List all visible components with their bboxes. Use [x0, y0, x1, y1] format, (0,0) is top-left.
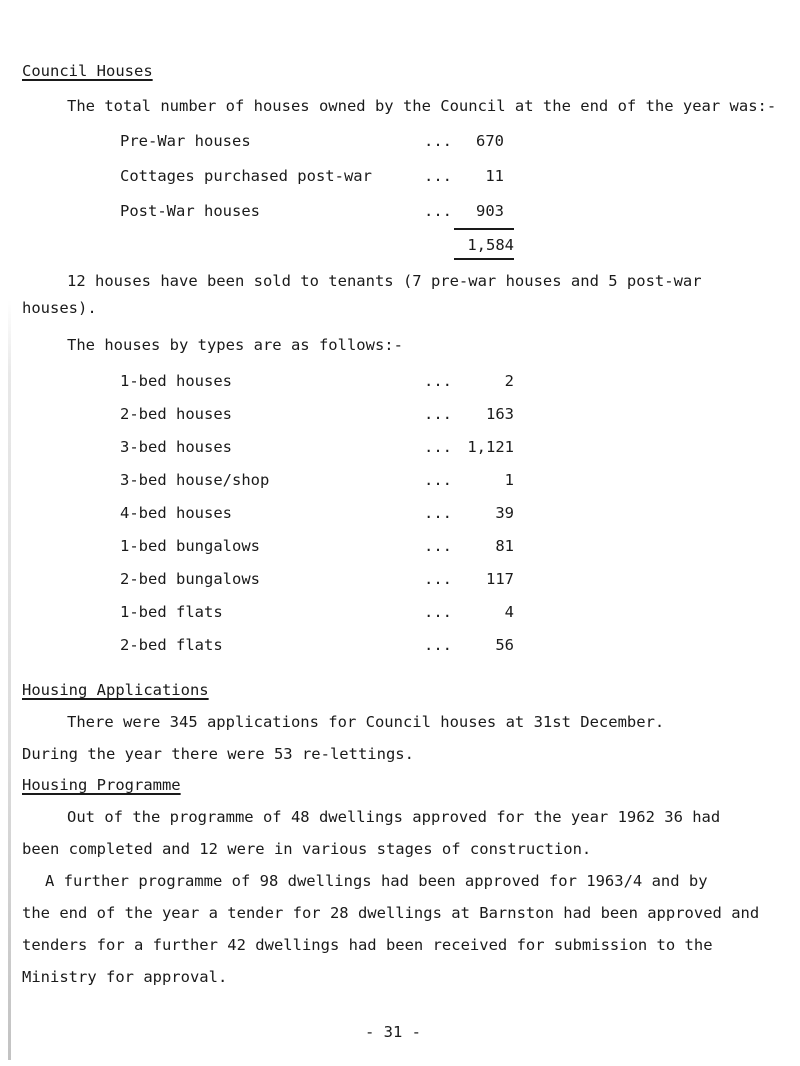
type-label: 3-bed house/shop — [120, 471, 270, 489]
type-dots: ... — [424, 471, 452, 489]
type-label: 4-bed houses — [120, 504, 232, 522]
heading-housing-programme: Housing Programme — [22, 776, 181, 794]
type-label: 2-bed flats — [120, 636, 223, 654]
totals-sum: 1,584 — [467, 236, 514, 254]
programme-line4: the end of the year a tender for 28 dwellings at Barnston had been approved and — [22, 904, 760, 922]
totals-label: Pre-War houses — [120, 132, 251, 150]
programme-line1: Out of the programme of 48 dwellings approved for the year 1962 36 had — [67, 808, 721, 826]
totals-label: Cottages purchased post-war — [120, 167, 372, 185]
type-dots: ... — [424, 438, 452, 456]
sum-rule-top — [454, 228, 514, 230]
type-label: 1-bed houses — [120, 372, 232, 390]
types-intro: The houses by types are as follows:- — [67, 336, 403, 354]
type-dots: ... — [424, 405, 452, 423]
type-dots: ... — [424, 537, 452, 555]
programme-line6: Ministry for approval. — [22, 968, 228, 986]
type-dots: ... — [424, 636, 452, 654]
type-label: 2-bed houses — [120, 405, 232, 423]
type-value: 81 — [495, 537, 514, 555]
type-value: 1,121 — [467, 438, 514, 456]
type-value: 117 — [486, 570, 514, 588]
totals-value: 903 — [476, 202, 504, 220]
programme-line3: A further programme of 98 dwellings had been approved for 1963/4 and by — [45, 872, 708, 890]
type-value: 56 — [495, 636, 514, 654]
totals-value: 670 — [476, 132, 504, 150]
type-label: 1-bed bungalows — [120, 537, 260, 555]
heading-council-houses: Council Houses — [22, 62, 153, 80]
applications-line1: There were 345 applications for Council houses at 31st December. — [67, 713, 665, 731]
type-dots: ... — [424, 504, 452, 522]
programme-line2: been completed and 12 were in various stages of construction. — [22, 840, 592, 858]
sold-text-line1: 12 houses have been sold to tenants (7 pre-war houses and 5 post-war — [67, 272, 702, 290]
type-label: 3-bed houses — [120, 438, 232, 456]
type-label: 1-bed flats — [120, 603, 223, 621]
programme-line5: tenders for a further 42 dwellings had been received for submission to the — [22, 936, 713, 954]
sum-rule-bottom — [454, 258, 514, 260]
type-value: 163 — [486, 405, 514, 423]
type-dots: ... — [424, 570, 452, 588]
type-value: 4 — [504, 603, 514, 621]
type-value: 2 — [504, 372, 514, 390]
type-dots: ... — [424, 372, 452, 390]
type-value: 39 — [495, 504, 514, 522]
scan-margin-shadow — [8, 300, 11, 1060]
applications-line2: During the year there were 53 re-lettings. — [22, 745, 414, 763]
type-label: 2-bed bungalows — [120, 570, 260, 588]
totals-dots: ... — [424, 202, 452, 220]
totals-dots: ... — [424, 167, 452, 185]
totals-value: 11 — [485, 167, 504, 185]
page-number: - 31 - — [365, 1023, 421, 1041]
sold-text-line2: houses). — [22, 299, 97, 317]
totals-dots: ... — [424, 132, 452, 150]
totals-label: Post-War houses — [120, 202, 260, 220]
heading-housing-applications: Housing Applications — [22, 681, 209, 699]
intro-text: The total number of houses owned by the Council at the end of the year was:- — [67, 97, 777, 115]
type-value: 1 — [504, 471, 514, 489]
type-dots: ... — [424, 603, 452, 621]
